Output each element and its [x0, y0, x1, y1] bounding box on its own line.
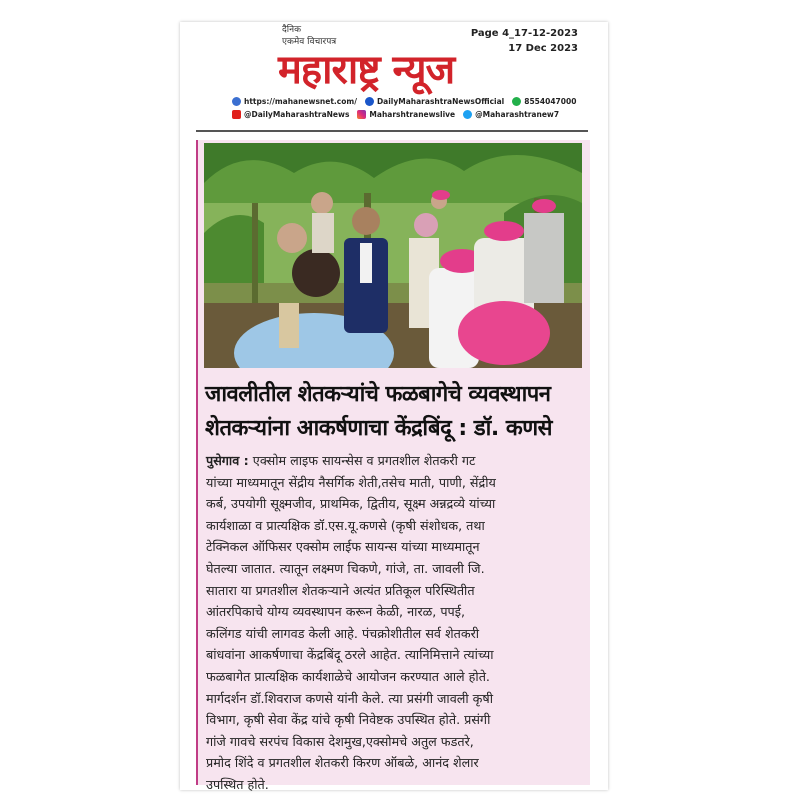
dateline: पुसेगाव :: [206, 453, 249, 468]
twitter-link[interactable]: @Maharashtranew7: [463, 110, 559, 119]
instagram-link[interactable]: Maharshtranewslive: [357, 110, 455, 119]
masthead-divider: [196, 130, 588, 132]
body-line: मार्गदर्शन डॉ.शिवराज कणसे यांनी केले. त्या प्रसंगी जावली कृषी: [206, 690, 494, 706]
whatsapp-link[interactable]: 8554047000: [512, 97, 576, 106]
tagline-daily: दैनिक: [282, 25, 302, 35]
article-body: [206, 450, 578, 796]
facebook-icon: [365, 97, 374, 106]
body-line: बांधवांना आकर्षणाचा केंद्रबिंदू ठरले आहेत. त्यानिमित्ताने त्यांच्या: [206, 647, 494, 663]
social-links: [232, 97, 577, 123]
body-line: गांजे गावचे सरपंच विकास देशमुख,एक्सोमचे अतुल फडतरे,: [206, 733, 474, 749]
youtube-link[interactable]: @DailyMaharashtraNews: [232, 110, 349, 119]
headline-line-1: जावलीतील शेतकऱ्यांचे फळबागेचे व्यवस्थापन: [205, 382, 551, 407]
body-line: कार्यशाळा व प्रात्यक्षिक डॉ.एस.यू.कणसे (कृषी संशोधक, तथा: [206, 517, 485, 533]
issue-date: 17 Dec 2023: [508, 43, 578, 54]
headline-line-2: शेतकऱ्यांना आकर्षणाचा केंद्रबिंदू : डॉ. कणसे: [205, 416, 553, 441]
whatsapp-icon: [512, 97, 521, 106]
facebook-link[interactable]: DailyMaharashtraNewsOfficial: [365, 97, 504, 106]
twitter-icon: [463, 110, 472, 119]
body-line: विभाग, कृषी सेवा केंद्र यांचे कृषी निवेष्टक उपस्थित होते. प्रसंगी: [206, 712, 491, 728]
body-line: टेक्निकल ऑफिसर एक्सोम लाईफ सायन्स यांच्या माध्यमातून: [206, 539, 480, 555]
body-line: पुसेगाव : एक्सोम लाइफ सायन्सेस व प्रगतशील शेतकरी गट: [206, 453, 476, 468]
body-line: कलिंगड यांची लागवड केली आहे. पंचक्रोशीतील सर्व शेतकरी: [206, 625, 480, 641]
globe-icon: [232, 97, 241, 106]
body-line: प्रमोद शिंदे व प्रगतशील शेतकरी किरण ऑबळे, आनंद शेलार: [206, 755, 479, 771]
body-line: सातारा या प्रगतशील शेतकऱ्याने अत्यंत प्रतिकूल परिस्थितीत: [206, 582, 475, 598]
youtube-icon: [232, 110, 241, 119]
page-info: [471, 26, 578, 56]
tagline-motto: एकमेव विचारपत्र: [282, 37, 337, 47]
article-photo: [204, 143, 582, 368]
body-line: घेतल्या जातात. त्यातून लक्ष्मण चिकणे, गांजे, ता. जावली जि.: [206, 560, 485, 576]
body-line: कर्ब, उपयोगी सूक्ष्मजीव, प्राथमिक, द्वितीय, सूक्ष्म अन्नद्रव्ये यांच्या: [206, 496, 496, 512]
body-line: आंतरपिकाचे योग्य व्यवस्थापन करून केळी, नारळ, पपई,: [206, 604, 466, 620]
body-line: फळबागेत प्रात्यक्षिक कार्यशाळेचे आयोजन करण्यात आले होते.: [206, 668, 490, 684]
article-headline: [205, 378, 585, 446]
website-link[interactable]: https://mahanewsnet.com/: [232, 97, 357, 106]
instagram-icon: [357, 110, 366, 119]
masthead-logo: महाराष्ट्र न्यूज: [278, 47, 455, 93]
body-line: उपस्थित होते.: [206, 776, 269, 792]
page-label: Page 4_17-12-2023: [470, 28, 578, 39]
body-line: यांच्या माध्यमातून सेंद्रीय नैसर्गिक शेती,तसेच माती, पाणी, सेंद्रीय: [206, 474, 496, 490]
